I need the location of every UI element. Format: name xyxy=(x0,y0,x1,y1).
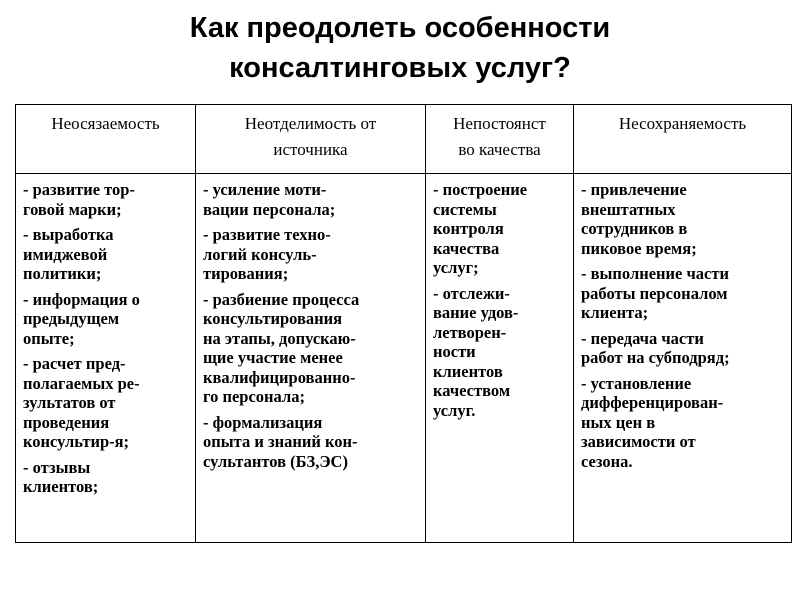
list-item: - установление дифференцирован- ных цен в зависимости от сезона. xyxy=(581,373,724,471)
header-line: источника xyxy=(273,140,348,159)
list-item: - развитие техно- логий консуль- тирования; xyxy=(203,225,331,283)
header-intangibility xyxy=(16,105,196,174)
list-item: - передача части работ на субподряд; xyxy=(581,328,730,367)
list-item: - выполнение части работы персоналом клиента; xyxy=(581,264,729,322)
header-row xyxy=(16,105,792,174)
header-inseparability xyxy=(196,105,426,174)
list-item: - развитие тор- говой марки; xyxy=(23,180,135,219)
title-line-2: консалтинговых услуг? xyxy=(229,52,571,84)
cell-perishability xyxy=(574,174,792,543)
list-item: - привлечение внештатных сотрудников в пиковое время; xyxy=(581,180,697,258)
list-item: - расчет пред- полагаемых ре- зультатов от проведения консультир-я; xyxy=(23,354,140,451)
list-item: - построение системы контроля качества услуг; xyxy=(433,180,528,277)
cell-intangibility xyxy=(16,174,196,543)
header-line: Неосязаемость xyxy=(51,114,160,133)
list-item: - выработка имиджевой политики; xyxy=(23,225,114,283)
header-variability xyxy=(426,105,574,174)
header-line: Непостоянст xyxy=(453,114,546,133)
list-item: - усиление моти- вации персонала; xyxy=(203,180,336,219)
list-item: - формализация опыта и знаний кон- сультантов (БЗ,ЭС) xyxy=(203,412,358,471)
header-line: во качества xyxy=(458,140,541,159)
list-item: - отслежи- вание удов- летворен- ности клиентов качеством услуг. xyxy=(433,283,519,420)
list-item: - отзывы клиентов; xyxy=(23,457,99,496)
header-perishability xyxy=(574,105,792,174)
features-table xyxy=(15,104,792,543)
content-row xyxy=(16,174,792,543)
list-item: - разбиение процесса консультирования на этапы, допускаю- щие участие менее квалифицированно- го персонала; xyxy=(203,289,360,406)
cell-inseparability xyxy=(196,174,426,543)
header-line: Неотделимость от xyxy=(244,114,377,133)
title-line-1: Как преодолеть особенности xyxy=(189,12,611,44)
page-title xyxy=(0,8,800,88)
cell-variability xyxy=(426,174,574,543)
header-line: Несохраняемость xyxy=(618,114,747,133)
list-item: - информация о предыдущем опыте; xyxy=(23,289,140,348)
